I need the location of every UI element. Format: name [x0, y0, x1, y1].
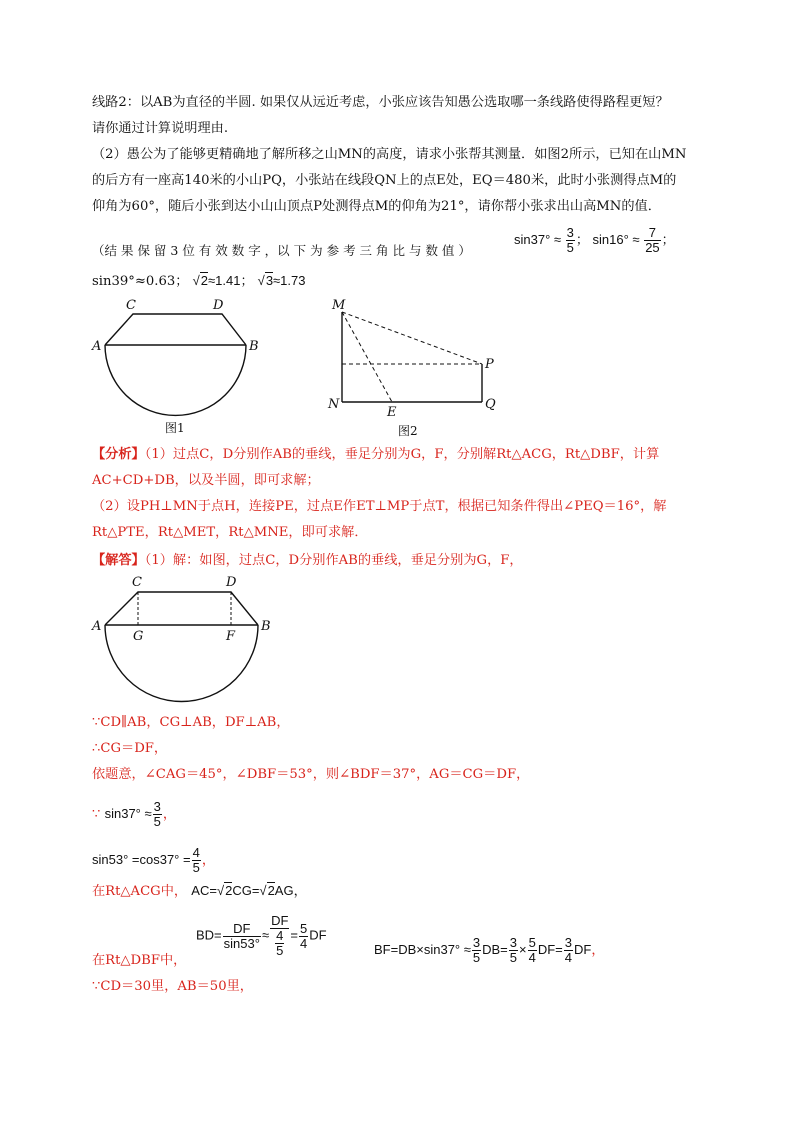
figure3-label-g: G	[133, 629, 144, 644]
comma: ，	[201, 852, 215, 868]
figure3-trapezoid	[105, 592, 258, 625]
problem-part2-line1: （2）愚公为了能够更精确地了解所移之山MN的高度，请求小张帮其测量．如图2所示，已知在山MN	[92, 147, 687, 162]
figure1-label-d: D	[213, 298, 224, 313]
problem-please: 请你通过计算说明理由.	[92, 121, 229, 136]
sin39-text: sin39°≈0.63；	[92, 274, 189, 289]
figure2-label-e: E	[387, 405, 397, 420]
rt-acg-text: 在Rt△ACG中，	[92, 884, 188, 899]
reference-trig-values	[514, 226, 675, 255]
problem-route2: 线路2：以AB为直径的半圆. 如果仅从远近考虑，小张应该告知愚公选取哪一条线路使得路程更短？	[92, 95, 669, 110]
figure3-diagram	[88, 570, 273, 710]
figure2-label-n: N	[328, 397, 340, 412]
figure2-line-me	[342, 312, 392, 402]
reference-values-line	[92, 272, 305, 291]
problem-part2-line3: 仰角为60°，随后小张到达小山山顶点P处测得点M的仰角为21°，请你帮小张求出山高MN的值．	[92, 199, 661, 214]
solution-intro-text: （1）解：如图，过点C，D分别作AB的垂线，垂足分别为G，F，	[144, 553, 523, 568]
solution-given: 依题意，∠CAG＝45°，∠DBF＝53°，则∠BDF＝37°，AG＝CG＝DF，	[92, 767, 530, 782]
figure1-label-b: B	[249, 339, 259, 354]
analysis-tag: 【分析】	[92, 447, 145, 462]
sqrt3-text: √3≈1.73	[257, 273, 306, 288]
fraction-3-5: $\frac{3}{5}$	[566, 225, 574, 255]
sin53-expression: sin53° =cos37° = $\frac{4}{5}$	[92, 845, 200, 875]
problem-note: （结 果 保 留 3 位 有 效 数 字 ，以 下 为 参 考 三 角 比 与 数 值 ）	[92, 243, 471, 258]
solution-sin53-line	[92, 846, 215, 875]
figure1-semicircle	[105, 345, 246, 415]
figure3-label-b: B	[261, 619, 271, 634]
separator: ；	[661, 231, 675, 247]
ac-equation: AC=√2CG=√2AG，	[191, 883, 307, 898]
solution-rt-dbf-line: 在Rt△DBF中，	[92, 953, 187, 968]
solution-since2: ∵CD＝30里，AB＝50里，	[92, 979, 253, 994]
solution-since1: ∵CD∥AB，CG⊥AB，DF⊥AB，	[92, 715, 290, 730]
since-symbol: ∵	[92, 806, 101, 822]
figure1-label-a: A	[92, 339, 102, 354]
problem-part2-line2: 的后方有一座高140米的小山PQ，小张站在线段QN上的点E处，EQ＝480米，此时小张测得点M的	[92, 173, 677, 188]
figure3-semicircle	[105, 625, 258, 702]
analysis-line4: Rt△PTE，Rt△MET，Rt△MNE，即可求解．	[92, 525, 368, 540]
figure2-label-q: Q	[485, 397, 496, 412]
solution-tag: 【解答】	[92, 553, 145, 568]
figure2-line-mp	[342, 312, 482, 364]
figure2-caption: 图2	[398, 424, 418, 438]
solution-intro	[92, 552, 523, 570]
sin37-expression: sin37° ≈ $\frac{3}{5}$	[104, 799, 161, 829]
analysis-line2: AC+CD+DB，以及半圆，即可求解；	[92, 473, 320, 488]
figure3-label-a: A	[92, 619, 102, 634]
comma: ，	[162, 806, 177, 822]
sin16-text: sin16° ≈	[592, 231, 640, 247]
analysis-line1	[92, 446, 659, 464]
figure1-caption: 图1	[165, 421, 185, 435]
figure2-label-m: M	[332, 298, 346, 313]
figure1-trapezoid	[105, 314, 246, 345]
figure3-label-d: D	[226, 575, 237, 590]
figure1-diagram	[88, 292, 268, 442]
figure3-label-c: C	[132, 575, 142, 590]
solution-rt-acg-line	[92, 882, 307, 901]
figure3-label-f: F	[226, 629, 236, 644]
figure1-label-c: C	[126, 298, 136, 313]
sin37-text: sin37° ≈	[514, 231, 562, 247]
bf-equation: BF=DB×sin37° ≈ $\frac{3}{5}$ DB= $\frac{3}{5}$ × $\frac{5}{4}$ DF= $\frac{3}{4}$ DF，	[374, 935, 605, 965]
sqrt2-text: √2≈1.41；	[192, 273, 254, 288]
figure2-diagram	[322, 292, 502, 442]
solution-therefore1: ∴CG＝DF，	[92, 741, 168, 756]
solution-sin37-line	[92, 800, 176, 829]
fraction-7-25: $\frac{7}{25}$	[645, 225, 660, 255]
separator: ；	[575, 231, 589, 247]
figure2-label-p: P	[485, 357, 494, 372]
analysis-line3: （2）设PH⊥MN于点H，连接PE，过点E作ET⊥MP于点T，根据已知条件得出∠PEQ＝16°，解	[92, 499, 667, 514]
bd-equation: BD= $\frac{DF}{\sin 53^\circ}$ ≈ $\frac{DF}{\frac{4}{5}}$ = $\frac{5}{4}$ DF	[196, 913, 327, 958]
analysis-line1-text: （1）过点C，D分别作AB的垂线，垂足分别为G，F，分别解Rt△ACG，Rt△DBF，计算	[144, 447, 660, 462]
